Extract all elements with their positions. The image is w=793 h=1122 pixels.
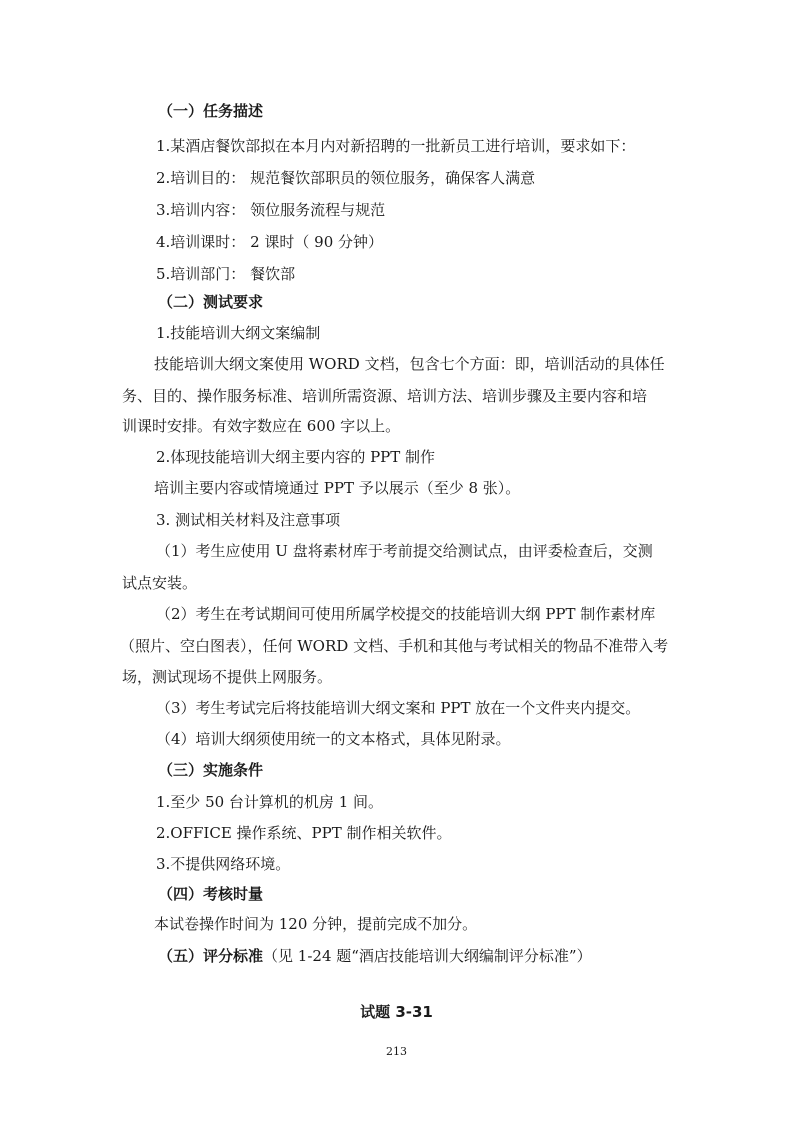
note-line: （3）考生考试完后将技能培训大纲文案和 PPT 放在一个文件夹内提交。 (156, 699, 641, 717)
condition-item-2: 2.OFFICE 操作系统、PPT 制作相关软件。 (156, 824, 452, 842)
requirement-2-title: 2.体现技能培训大纲主要内容的 PPT 制作 (156, 448, 436, 466)
condition-item-1: 1.至少 50 台计算机的机房 1 间。 (156, 793, 384, 811)
requirement-1-body-line: 训课时安排。有效字数应在 600 字以上。 (122, 417, 401, 435)
requirement-1-body-line: 技能培训大纲文案使用 WORD 文档，包含七个方面：即，培训活动的具体任 (154, 355, 665, 373)
section-heading-scoring (158, 946, 592, 966)
note-line: （2）考生在考试期间可使用所属学校提交的技能培训大纲 PPT 制作素材库 (156, 605, 656, 623)
task-item-2: 2.培训目的： 规范餐饮部职员的领位服务，确保客人满意 (156, 169, 536, 187)
condition-item-3: 3.不提供网络环境。 (156, 855, 291, 873)
section-heading-task: （一）任务描述 (158, 102, 264, 120)
next-question-title: 试题 3-31 (360, 1003, 433, 1021)
section-heading-conditions: （三）实施条件 (158, 761, 264, 779)
requirement-2-body: 培训主要内容或情境通过 PPT 予以展示（至少 8 张）。 (154, 479, 521, 497)
note-line: 试点安装。 (122, 574, 198, 592)
duration-body: 本试卷操作时间为 120 分钟，提前完成不加分。 (154, 915, 478, 933)
task-item-1: 1.某酒店餐饮部拟在本月内对新招聘的一批新员工进行培训，要求如下： (156, 137, 636, 155)
section-heading-duration: （四）考核时量 (158, 885, 264, 903)
scoring-reference-note: （见 1-24 题“酒店技能培训大纲编制评分标准”） (263, 947, 592, 965)
note-line: 场，测试现场不提供上网服务。 (122, 668, 333, 686)
page-number: 213 (386, 1045, 407, 1058)
task-item-5: 5.培训部门： 餐饮部 (156, 265, 296, 283)
requirement-1-body-line: 务、目的、操作服务标准、培训所需资源、培训方法、培训步骤及主要内容和培 (122, 387, 648, 405)
scoring-heading-text: （五）评分标准 (158, 947, 264, 965)
note-line: （照片、空白图表），任何 WORD 文档、手机和其他与考试相关的物品不准带入考 (120, 637, 669, 655)
task-item-3: 3.培训内容： 领位服务流程与规范 (156, 201, 386, 219)
requirement-3-title: 3. 测试相关材料及注意事项 (156, 511, 341, 529)
requirement-1-title: 1.技能培训大纲文案编制 (156, 324, 321, 342)
note-line: （1）考生应使用 U 盘将素材库于考前提交给测试点，由评委检查后，交测 (156, 542, 653, 560)
note-line: （4）培训大纲须使用统一的文本格式，具体见附录。 (156, 730, 511, 748)
section-heading-requirements: （二）测试要求 (158, 293, 264, 311)
task-item-4: 4.培训课时： 2 课时（ 90 分钟） (156, 233, 384, 251)
